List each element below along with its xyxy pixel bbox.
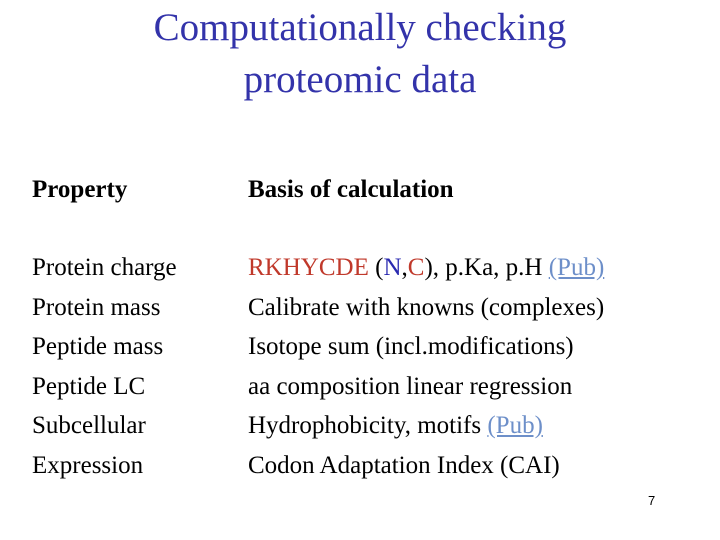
c-terminus: C	[407, 254, 425, 281]
table-row-peptide-mass	[0, 327, 720, 367]
title-line-2: proteomic data	[243, 58, 477, 101]
basis-cell: Codon Adaptation Index (CAI)	[248, 451, 560, 479]
residues-ycde: YCDE	[300, 254, 369, 281]
property-cell: Protein mass	[32, 293, 161, 321]
n-terminus: N	[383, 254, 402, 281]
basis-cell: aa composition linear regression	[248, 372, 573, 400]
header-property: Property	[32, 176, 128, 203]
slide-title	[0, 2, 720, 106]
title-line-1: Computationally checking	[153, 6, 567, 49]
subcellular-basis-text: Hydrophobicity, motifs	[248, 412, 488, 439]
basis-cell	[248, 406, 543, 446]
property-cell: Peptide LC	[32, 372, 146, 400]
residues-rkh: RKH	[248, 254, 301, 281]
charge-rest: ), p.Ka, p.H	[424, 254, 549, 281]
pub-link-subcellular[interactable]: (Pub)	[487, 412, 543, 439]
basis-cell	[248, 248, 604, 288]
basis-cell: Calibrate with knowns (complexes)	[248, 293, 605, 321]
property-cell: Protein charge	[32, 254, 177, 281]
table-row-expression	[0, 446, 720, 486]
table-row-protein-charge	[0, 248, 720, 288]
page-number: 7	[648, 493, 656, 508]
property-table	[0, 248, 720, 485]
property-cell: Peptide mass	[32, 333, 164, 360]
table-row-subcellular	[0, 406, 720, 446]
header-basis: Basis of calculation	[248, 176, 454, 203]
comma: ,	[401, 254, 408, 281]
pub-link-charge[interactable]: (Pub)	[548, 254, 605, 281]
basis-cell: Isotope sum (incl.modifications)	[248, 333, 574, 360]
table-row-protein-mass	[0, 288, 720, 328]
paren-open: (	[368, 254, 384, 281]
table-row-peptide-lc	[0, 367, 720, 407]
property-cell: Subcellular	[32, 412, 146, 439]
property-cell: Expression	[32, 451, 144, 479]
